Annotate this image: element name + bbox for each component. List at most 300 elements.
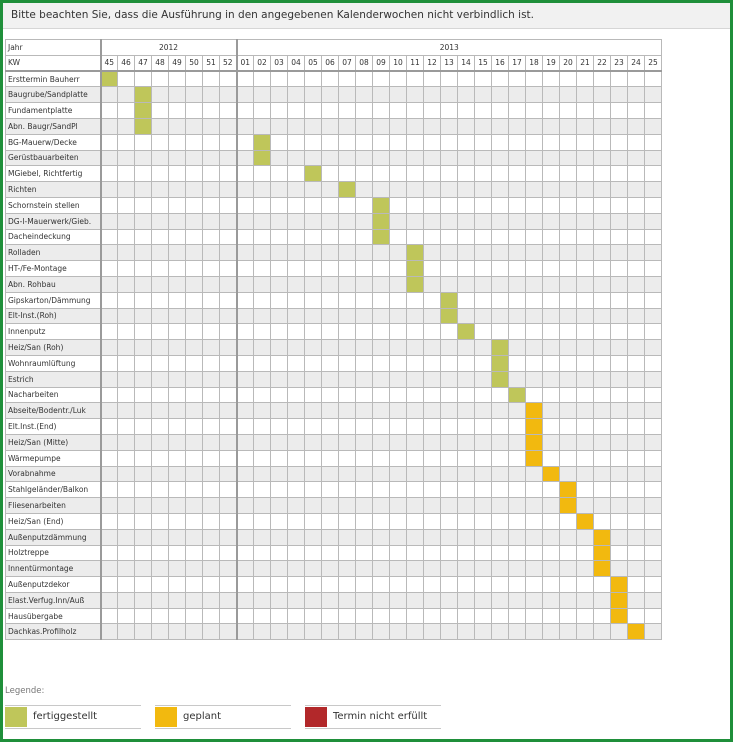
- schedule-cell: [509, 592, 526, 608]
- schedule-cell: [458, 434, 475, 450]
- schedule-cell: [594, 245, 611, 261]
- task-row: [6, 577, 662, 593]
- schedule-cell: [322, 134, 339, 150]
- schedule-cell: [526, 261, 543, 277]
- schedule-cell: [220, 245, 237, 261]
- schedule-cell: [475, 150, 492, 166]
- schedule-cell: [169, 529, 186, 545]
- schedule-cell: [169, 355, 186, 371]
- schedule-cell: [611, 545, 628, 561]
- schedule-cell: [186, 150, 203, 166]
- schedule-cell: [339, 134, 356, 150]
- schedule-cell: [543, 592, 560, 608]
- week-header-cell: 25: [645, 55, 662, 71]
- schedule-cell: [458, 150, 475, 166]
- schedule-cell: [118, 276, 135, 292]
- schedule-cell: [577, 118, 594, 134]
- schedule-cell: [305, 276, 322, 292]
- schedule-cell: [118, 261, 135, 277]
- schedule-cell: [169, 197, 186, 213]
- task-label: Fundamentplatte: [6, 103, 101, 119]
- week-header-cell: 48: [152, 55, 169, 71]
- schedule-cell: [560, 103, 577, 119]
- schedule-cell: [543, 498, 560, 514]
- schedule-cell: [237, 182, 254, 198]
- schedule-cell: [475, 245, 492, 261]
- task-row: [6, 624, 662, 640]
- schedule-cell: [594, 403, 611, 419]
- schedule-cell: [118, 434, 135, 450]
- schedule-cell: [220, 624, 237, 640]
- schedule-cell: [305, 87, 322, 103]
- schedule-cell: [373, 466, 390, 482]
- legend-swatch-fertiggestellt: [5, 707, 27, 727]
- schedule-cell: [492, 276, 509, 292]
- schedule-cell: [254, 513, 271, 529]
- schedule-cell: [356, 371, 373, 387]
- task-row: [6, 403, 662, 419]
- schedule-cell: [441, 434, 458, 450]
- schedule-cell: [254, 608, 271, 624]
- schedule-cell: [288, 150, 305, 166]
- schedule-cell: [305, 608, 322, 624]
- schedule-cell: [322, 387, 339, 403]
- schedule-cell: [441, 545, 458, 561]
- schedule-cell: [237, 292, 254, 308]
- schedule-cell: [594, 387, 611, 403]
- schedule-cell: [339, 513, 356, 529]
- week-header-cell: 14: [458, 55, 475, 71]
- schedule-cell: [339, 608, 356, 624]
- schedule-cell: [628, 87, 645, 103]
- schedule-bar-geplant: [611, 608, 628, 624]
- schedule-cell: [220, 324, 237, 340]
- schedule-cell: [645, 592, 662, 608]
- schedule-cell: [254, 482, 271, 498]
- schedule-cell: [407, 466, 424, 482]
- schedule-cell: [441, 213, 458, 229]
- schedule-cell: [577, 529, 594, 545]
- schedule-cell: [203, 577, 220, 593]
- schedule-cell: [611, 166, 628, 182]
- schedule-cell: [305, 71, 322, 87]
- schedule-cell: [101, 355, 118, 371]
- task-label: Ersttermin Bauherr: [6, 71, 101, 87]
- schedule-cell: [254, 71, 271, 87]
- schedule-cell: [118, 387, 135, 403]
- schedule-cell: [152, 118, 169, 134]
- schedule-cell: [322, 608, 339, 624]
- schedule-cell: [611, 355, 628, 371]
- schedule-cell: [441, 340, 458, 356]
- task-label: Heiz/San (Roh): [6, 340, 101, 356]
- schedule-cell: [237, 118, 254, 134]
- schedule-cell: [611, 197, 628, 213]
- schedule-cell: [101, 324, 118, 340]
- schedule-cell: [390, 387, 407, 403]
- schedule-cell: [271, 308, 288, 324]
- schedule-cell: [305, 371, 322, 387]
- schedule-cell: [475, 229, 492, 245]
- schedule-cell: [169, 166, 186, 182]
- schedule-cell: [237, 229, 254, 245]
- schedule-cell: [424, 513, 441, 529]
- schedule-cell: [220, 608, 237, 624]
- schedule-cell: [203, 355, 220, 371]
- schedule-cell: [645, 150, 662, 166]
- schedule-cell: [288, 450, 305, 466]
- schedule-cell: [560, 592, 577, 608]
- schedule-cell: [458, 134, 475, 150]
- schedule-cell: [594, 150, 611, 166]
- schedule-cell: [101, 403, 118, 419]
- schedule-cell: [305, 466, 322, 482]
- schedule-bar-geplant: [526, 434, 543, 450]
- schedule-cell: [407, 624, 424, 640]
- schedule-cell: [441, 182, 458, 198]
- schedule-cell: [322, 450, 339, 466]
- schedule-cell: [560, 308, 577, 324]
- schedule-cell: [645, 577, 662, 593]
- schedule-cell: [594, 419, 611, 435]
- schedule-cell: [407, 182, 424, 198]
- schedule-cell: [237, 498, 254, 514]
- schedule-cell: [526, 324, 543, 340]
- schedule-cell: [458, 340, 475, 356]
- schedule-cell: [135, 134, 152, 150]
- schedule-cell: [577, 624, 594, 640]
- week-header-cell: 23: [611, 55, 628, 71]
- schedule-cell: [186, 261, 203, 277]
- schedule-cell: [424, 545, 441, 561]
- week-header-cell: 10: [390, 55, 407, 71]
- schedule-cell: [169, 245, 186, 261]
- schedule-cell: [186, 103, 203, 119]
- schedule-cell: [305, 529, 322, 545]
- schedule-cell: [220, 513, 237, 529]
- schedule-cell: [407, 592, 424, 608]
- schedule-cell: [322, 324, 339, 340]
- week-header-cell: 16: [492, 55, 509, 71]
- task-label: Schornstein stellen: [6, 197, 101, 213]
- schedule-cell: [441, 261, 458, 277]
- schedule-cell: [492, 292, 509, 308]
- schedule-cell: [118, 482, 135, 498]
- schedule-cell: [373, 324, 390, 340]
- task-label: Holztreppe: [6, 545, 101, 561]
- schedule-cell: [101, 134, 118, 150]
- schedule-cell: [611, 71, 628, 87]
- schedule-cell: [152, 561, 169, 577]
- schedule-cell: [560, 229, 577, 245]
- schedule-cell: [203, 134, 220, 150]
- schedule-cell: [543, 545, 560, 561]
- schedule-cell: [169, 213, 186, 229]
- schedule-cell: [509, 182, 526, 198]
- schedule-cell: [288, 513, 305, 529]
- schedule-cell: [305, 419, 322, 435]
- schedule-cell: [373, 592, 390, 608]
- schedule-cell: [135, 324, 152, 340]
- schedule-cell: [373, 261, 390, 277]
- schedule-cell: [645, 340, 662, 356]
- schedule-cell: [254, 245, 271, 261]
- schedule-cell: [220, 561, 237, 577]
- schedule-cell: [628, 276, 645, 292]
- schedule-cell: [322, 561, 339, 577]
- schedule-cell: [390, 87, 407, 103]
- schedule-cell: [458, 71, 475, 87]
- schedule-cell: [560, 71, 577, 87]
- schedule-cell: [543, 624, 560, 640]
- schedule-cell: [390, 197, 407, 213]
- schedule-cell: [611, 229, 628, 245]
- schedule-bar-fertiggestellt: [373, 213, 390, 229]
- schedule-cell: [475, 450, 492, 466]
- schedule-cell: [492, 513, 509, 529]
- schedule-cell: [118, 166, 135, 182]
- schedule-cell: [628, 482, 645, 498]
- week-header-cell: 03: [271, 55, 288, 71]
- schedule-cell: [101, 87, 118, 103]
- schedule-cell: [135, 229, 152, 245]
- schedule-cell: [424, 103, 441, 119]
- week-header-cell: 24: [628, 55, 645, 71]
- schedule-cell: [628, 577, 645, 593]
- schedule-cell: [475, 529, 492, 545]
- week-header-cell: 09: [373, 55, 390, 71]
- schedule-cell: [526, 103, 543, 119]
- schedule-cell: [594, 134, 611, 150]
- schedule-cell: [475, 482, 492, 498]
- task-row: [6, 466, 662, 482]
- schedule-cell: [237, 592, 254, 608]
- schedule-cell: [458, 450, 475, 466]
- schedule-cell: [356, 403, 373, 419]
- schedule-cell: [356, 245, 373, 261]
- schedule-cell: [135, 624, 152, 640]
- schedule-cell: [339, 482, 356, 498]
- schedule-cell: [169, 103, 186, 119]
- schedule-cell: [611, 134, 628, 150]
- schedule-cell: [407, 166, 424, 182]
- schedule-cell: [628, 166, 645, 182]
- schedule-cell: [356, 340, 373, 356]
- schedule-cell: [611, 403, 628, 419]
- schedule-cell: [322, 103, 339, 119]
- schedule-cell: [390, 308, 407, 324]
- schedule-cell: [186, 482, 203, 498]
- schedule-cell: [611, 118, 628, 134]
- schedule-cell: [509, 466, 526, 482]
- schedule-cell: [560, 292, 577, 308]
- schedule-cell: [594, 71, 611, 87]
- week-header-cell: 17: [509, 55, 526, 71]
- schedule-cell: [135, 182, 152, 198]
- schedule-cell: [135, 276, 152, 292]
- task-row: [6, 182, 662, 198]
- schedule-cell: [424, 498, 441, 514]
- task-row: [6, 166, 662, 182]
- schedule-cell: [322, 182, 339, 198]
- schedule-cell: [475, 182, 492, 198]
- schedule-cell: [543, 340, 560, 356]
- schedule-cell: [577, 482, 594, 498]
- schedule-cell: [611, 324, 628, 340]
- week-header-cell: 51: [203, 55, 220, 71]
- schedule-cell: [577, 261, 594, 277]
- task-row: [6, 513, 662, 529]
- schedule-cell: [152, 434, 169, 450]
- schedule-cell: [577, 434, 594, 450]
- schedule-cell: [356, 624, 373, 640]
- schedule-cell: [543, 103, 560, 119]
- schedule-cell: [526, 387, 543, 403]
- schedule-cell: [271, 166, 288, 182]
- schedule-cell: [118, 498, 135, 514]
- schedule-cell: [220, 292, 237, 308]
- schedule-cell: [271, 292, 288, 308]
- schedule-cell: [322, 261, 339, 277]
- schedule-cell: [594, 324, 611, 340]
- schedule-cell: [577, 213, 594, 229]
- schedule-bar-fertiggestellt: [407, 245, 424, 261]
- schedule-cell: [492, 419, 509, 435]
- schedule-cell: [271, 403, 288, 419]
- schedule-cell: [186, 450, 203, 466]
- schedule-cell: [407, 387, 424, 403]
- schedule-cell: [577, 577, 594, 593]
- schedule-cell: [390, 545, 407, 561]
- schedule-cell: [118, 229, 135, 245]
- schedule-bar-geplant: [594, 561, 611, 577]
- schedule-cell: [424, 592, 441, 608]
- schedule-cell: [509, 292, 526, 308]
- week-header-row: [6, 55, 662, 71]
- schedule-cell: [560, 608, 577, 624]
- schedule-cell: [475, 434, 492, 450]
- task-label: Fliesenarbeiten: [6, 498, 101, 514]
- schedule-cell: [407, 103, 424, 119]
- schedule-cell: [271, 324, 288, 340]
- schedule-cell: [441, 134, 458, 150]
- schedule-cell: [390, 513, 407, 529]
- schedule-cell: [458, 561, 475, 577]
- schedule-cell: [271, 529, 288, 545]
- schedule-cell: [271, 450, 288, 466]
- schedule-cell: [509, 403, 526, 419]
- task-label: Baugrube/Sandplatte: [6, 87, 101, 103]
- schedule-cell: [237, 261, 254, 277]
- schedule-cell: [577, 340, 594, 356]
- schedule-cell: [220, 308, 237, 324]
- schedule-cell: [288, 182, 305, 198]
- schedule-cell: [305, 134, 322, 150]
- schedule-cell: [424, 197, 441, 213]
- schedule-cell: [543, 276, 560, 292]
- schedule-cell: [135, 545, 152, 561]
- schedule-cell: [169, 118, 186, 134]
- schedule-cell: [577, 324, 594, 340]
- schedule-cell: [203, 229, 220, 245]
- schedule-cell: [611, 213, 628, 229]
- schedule-cell: [237, 466, 254, 482]
- schedule-cell: [441, 118, 458, 134]
- schedule-cell: [492, 166, 509, 182]
- schedule-cell: [339, 355, 356, 371]
- schedule-cell: [186, 213, 203, 229]
- week-header-cell: 05: [305, 55, 322, 71]
- schedule-cell: [118, 545, 135, 561]
- schedule-cell: [424, 182, 441, 198]
- schedule-cell: [305, 150, 322, 166]
- schedule-cell: [390, 561, 407, 577]
- schedule-cell: [254, 276, 271, 292]
- schedule-cell: [526, 624, 543, 640]
- task-row: [6, 561, 662, 577]
- schedule-cell: [135, 482, 152, 498]
- schedule-cell: [135, 403, 152, 419]
- schedule-cell: [424, 387, 441, 403]
- schedule-cell: [203, 434, 220, 450]
- schedule-cell: [271, 103, 288, 119]
- schedule-cell: [424, 87, 441, 103]
- schedule-cell: [526, 134, 543, 150]
- schedule-cell: [169, 182, 186, 198]
- schedule-cell: [577, 71, 594, 87]
- schedule-cell: [509, 450, 526, 466]
- schedule-cell: [407, 324, 424, 340]
- schedule-cell: [509, 340, 526, 356]
- schedule-bar-fertiggestellt: [101, 71, 118, 87]
- schedule-cell: [339, 387, 356, 403]
- schedule-cell: [220, 261, 237, 277]
- schedule-cell: [458, 355, 475, 371]
- schedule-cell: [169, 482, 186, 498]
- schedule-cell: [526, 513, 543, 529]
- schedule-cell: [492, 545, 509, 561]
- schedule-cell: [424, 261, 441, 277]
- schedule-cell: [152, 419, 169, 435]
- schedule-cell: [339, 450, 356, 466]
- schedule-cell: [271, 276, 288, 292]
- schedule-cell: [271, 197, 288, 213]
- schedule-cell: [390, 340, 407, 356]
- schedule-cell: [305, 182, 322, 198]
- schedule-cell: [118, 466, 135, 482]
- schedule-cell: [577, 450, 594, 466]
- schedule-cell: [118, 103, 135, 119]
- schedule-cell: [577, 403, 594, 419]
- schedule-cell: [101, 103, 118, 119]
- schedule-cell: [237, 276, 254, 292]
- schedule-cell: [390, 261, 407, 277]
- schedule-cell: [526, 529, 543, 545]
- schedule-cell: [339, 419, 356, 435]
- schedule-cell: [407, 482, 424, 498]
- schedule-cell: [356, 276, 373, 292]
- schedule-cell: [101, 482, 118, 498]
- notice-banner: Bitte beachten Sie, dass die Ausführung in den angegebenen Kalenderwochen nicht verbindlich ist.: [3, 3, 730, 29]
- schedule-cell: [339, 624, 356, 640]
- schedule-cell: [628, 608, 645, 624]
- schedule-bar-geplant: [560, 482, 577, 498]
- schedule-cell: [288, 529, 305, 545]
- task-row: [6, 608, 662, 624]
- schedule-cell: [560, 371, 577, 387]
- task-row: [6, 529, 662, 545]
- schedule-cell: [169, 513, 186, 529]
